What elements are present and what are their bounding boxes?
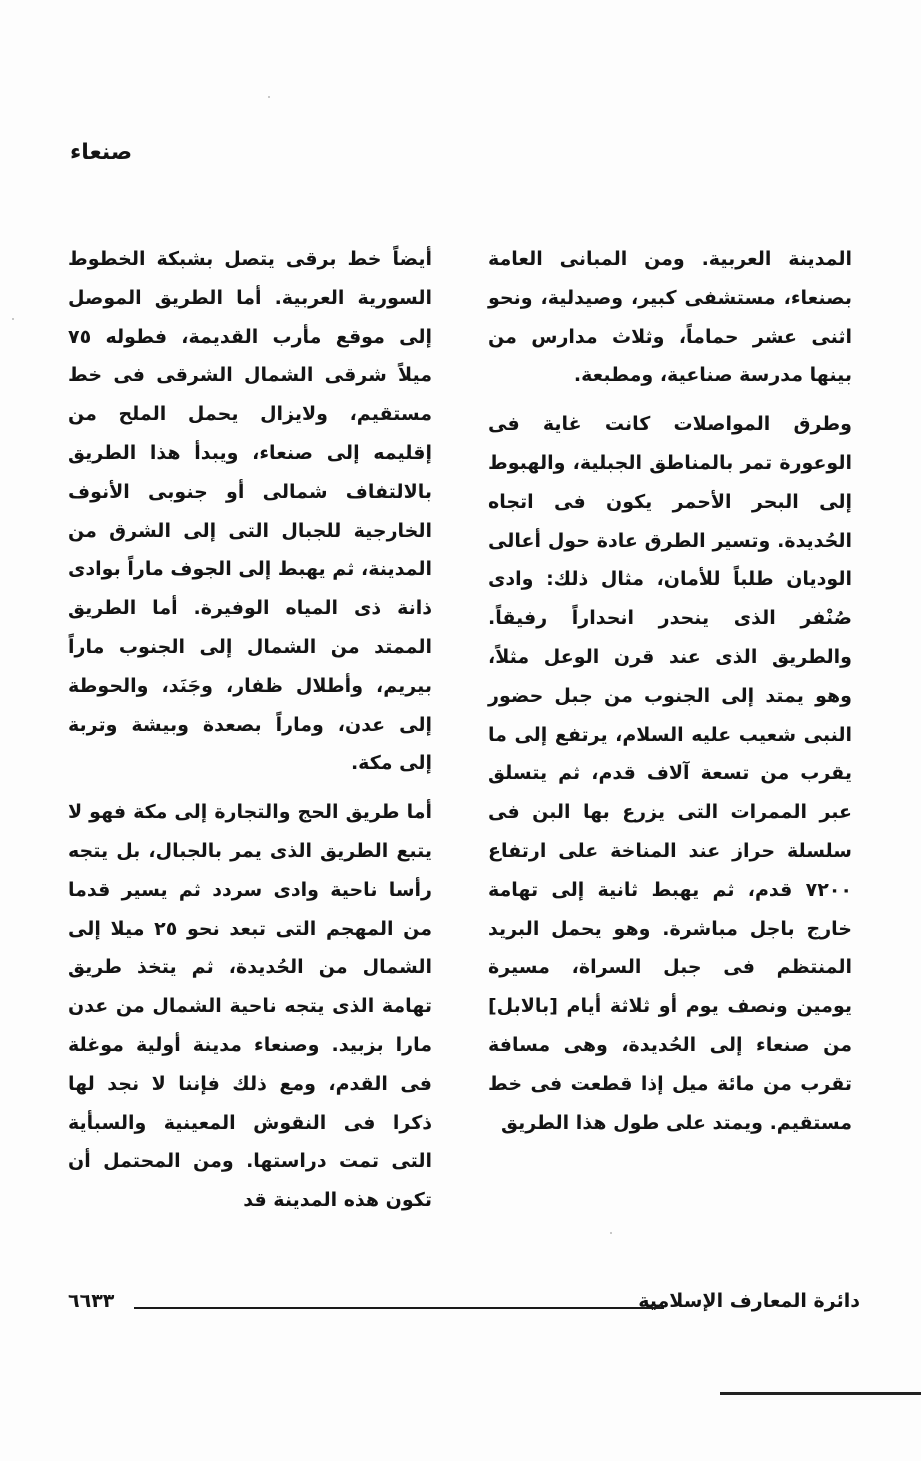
scan-edge-line [720,1392,921,1395]
paragraph: أيضاً خط برقى يتصل بشبكة الخطوط السورية العربية. أما الطريق الموصل إلى موقع مأرب القديمة، فطوله ٧٥ ميلاً شرقى الشمال الشرقى فى خط مستقيم، ولايزال يحمل الملح من إقليمه إلى صنعاء، ويبدأ هذا الطريق بالالتفاف شمالى أو جنوبى الأنوف الخارجية للجبال التى إلى الشرق من المدينة، ثم يهبط إلى الجوف ماراً بوادى ذانة ذى المياه الوفيرة. أما الطريق الممتد من الشمال إلى الجنوب ماراً بيريم، وأطلال ظفار، وجَنَد، والحوطة إلى عدن، وماراً بصعدة وبيشة وتربة إلى مكة. [68,248,432,775]
scan-speck [268,96,270,98]
scan-speck [12,318,14,320]
text-column-left [68,240,432,1220]
text-column-right [488,240,852,1142]
page-footer [68,1290,860,1320]
footer-rule [134,1307,664,1309]
footer-encyclopedia-title: دائرة المعارف الإسلامية [638,1290,860,1312]
paragraph: أما طريق الحج والتجارة إلى مكة فهو لا يتبع الطريق الذى يمر بالجبال، بل يتجه رأسا ناحية وادى سردد ثم يسير قدما من المهجم التى تبعد نحو ٢٥ ميلا إلى الشمال من الحُديدة، ثم يتخذ طريق تهامة الذى يتجه ناحية الشمال من عدن مارا بزبيد. وصنعاء مدينة أولية موغلة فى القدم، ومع ذلك فإننا لا نجد لها ذكرا فى النقوش المعينية والسبأية التى تمت دراستها. ومن المحتمل أن تكون هذه المدينة قد [68,801,432,1212]
footer-page-number: ٦٦٣٣ [68,1290,115,1312]
paragraph: وطرق المواصلات كانت غاية فى الوعورة تمر بالمناطق الجبلية، والهبوط إلى البحر الأحمر يكون فى اتجاه الحُديدة. وتسير الطرق عادة حول أعالى الوديان طلباً للأمان، مثال ذلك: وادى صُنْفر الذى ينحدر انحداراً رفيقاً. والطريق الذى عند قرن الوعل مثلاً، وهو يمتد إلى الجنوب من جبل حضور النبى شعيب عليه السلام، يرتفع إلى ما يقرب من تسعة آلاف قدم، ثم يتسلق عبر الممرات التى يزرع بها البن فى سلسلة حراز عند المناخة على ارتفاع ٧٢٠٠ قدم، ثم يهبط ثانية إلى تهامة خارج باجل مباشرة. وهو يحمل البريد المنتظم فى جبل السراة، مسيرة يومين ونصف يوم أو ثلاثة أيام [بالابل] من صنعاء إلى الحُديدة، وهى مسافة تقرب من مائة ميل إذا قطعت فى خط مستقيم. ويمتد على طول هذا الطريق [488,413,852,1134]
scan-speck [610,1232,612,1234]
running-head-title: صنعاء [70,140,133,165]
paragraph: المدينة العربية. ومن المبانى العامة بصنعاء، مستشفى كبير، وصيدلية، ونحو اثنى عشر حماماً، وثلاث مدارس من بينها مدرسة صناعية، ومطبعة. [488,248,852,387]
